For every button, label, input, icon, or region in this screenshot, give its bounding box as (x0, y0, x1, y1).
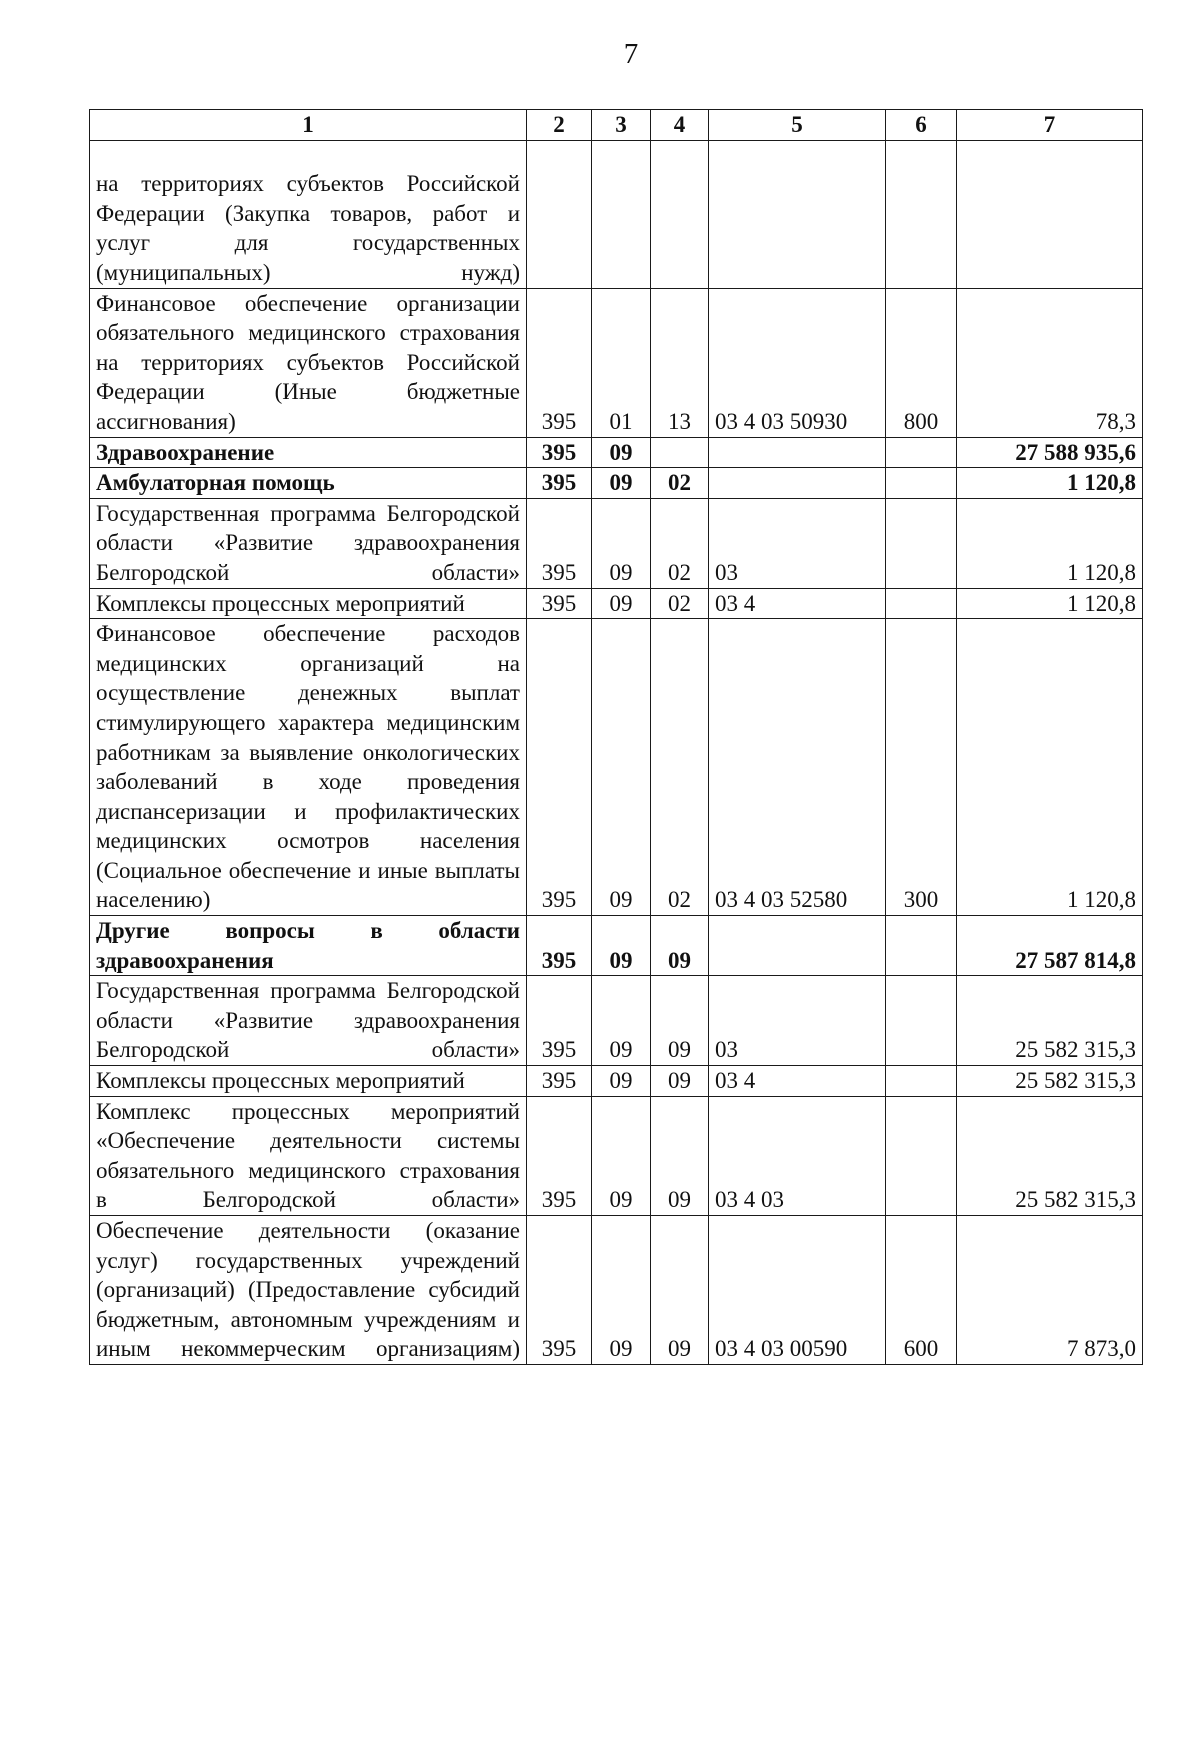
table-row (90, 498, 1143, 588)
row-cell: 09 (651, 1066, 709, 1097)
page-number: 7 (623, 38, 639, 70)
row-cell: 800 (886, 288, 957, 437)
table-row (90, 1216, 1143, 1365)
row-name: Комплекс процессных мероприятий «Обеспечение деятельности системы обязательного медицинского страхования в Белгородской области» (90, 1096, 527, 1215)
row-cell (527, 140, 592, 288)
row-cell: 09 (592, 619, 651, 916)
row-cell: 25 582 315,3 (957, 976, 1143, 1066)
row-cell: 09 (592, 1096, 651, 1215)
row-cell: 13 (651, 288, 709, 437)
row-cell: 27 588 935,6 (957, 437, 1143, 468)
row-cell: 395 (527, 588, 592, 619)
row-cell (886, 140, 957, 288)
row-cell: 395 (527, 619, 592, 916)
table-row (90, 916, 1143, 976)
row-cell: 395 (527, 288, 592, 437)
row-cell: 01 (592, 288, 651, 437)
table-row (90, 976, 1143, 1066)
header-col-4: 4 (651, 110, 709, 141)
row-cell: 09 (592, 1216, 651, 1365)
header-col-1: 1 (90, 110, 527, 141)
header-col-5: 5 (709, 110, 886, 141)
row-name: Финансовое обеспечение организации обязательного медицинского страхования на территориях субъектов Российской Федерации (Иные бюджетные ассигнования) (90, 288, 527, 437)
row-cell: 03 4 (709, 588, 886, 619)
table-row (90, 140, 1143, 288)
row-cell: 09 (651, 976, 709, 1066)
row-name: Здравоохранение (90, 437, 527, 468)
row-cell: 395 (527, 1066, 592, 1097)
row-cell: 300 (886, 619, 957, 916)
row-name: Амбулаторная помощь (90, 468, 527, 499)
row-cell: 78,3 (957, 288, 1143, 437)
header-col-7: 7 (957, 110, 1143, 141)
row-cell (651, 437, 709, 468)
row-cell (886, 1096, 957, 1215)
row-cell: 02 (651, 498, 709, 588)
row-cell: 25 582 315,3 (957, 1096, 1143, 1215)
row-cell: 395 (527, 498, 592, 588)
table-row (90, 437, 1143, 468)
row-cell: 03 (709, 976, 886, 1066)
row-cell: 395 (527, 437, 592, 468)
row-name: Обеспечение деятельности (оказание услуг) государственных учреждений (организаций) (Предоставление субсидий бюджетным, автономным учреждениям и иным некоммерческим организациям) (90, 1216, 527, 1365)
row-cell: 09 (592, 437, 651, 468)
row-cell (709, 140, 886, 288)
row-cell (957, 140, 1143, 288)
row-cell: 02 (651, 588, 709, 619)
row-cell: 03 (709, 498, 886, 588)
header-col-6: 6 (886, 110, 957, 141)
row-cell: 03 4 03 00590 (709, 1216, 886, 1365)
row-cell (709, 437, 886, 468)
budget-table (89, 109, 1143, 1365)
row-cell: 09 (592, 468, 651, 499)
row-cell (886, 1066, 957, 1097)
row-cell: 25 582 315,3 (957, 1066, 1143, 1097)
table-header-row (90, 110, 1143, 141)
row-cell (886, 976, 957, 1066)
row-cell (886, 498, 957, 588)
row-cell (592, 140, 651, 288)
row-cell: 600 (886, 1216, 957, 1365)
row-cell: 09 (592, 1066, 651, 1097)
row-cell: 395 (527, 916, 592, 976)
row-cell: 1 120,8 (957, 619, 1143, 916)
table-row (90, 468, 1143, 499)
row-cell: 09 (651, 1096, 709, 1215)
row-name: Комплексы процессных мероприятий (90, 588, 527, 619)
row-cell: 03 4 03 50930 (709, 288, 886, 437)
table-row (90, 1066, 1143, 1097)
row-cell: 09 (592, 588, 651, 619)
table-row (90, 588, 1143, 619)
row-cell: 03 4 03 52580 (709, 619, 886, 916)
header-col-2: 2 (527, 110, 592, 141)
row-cell: 02 (651, 619, 709, 916)
row-name: Финансовое обеспечение расходов медицинских организаций на осуществление денежных выплат стимулирующего характера медицинским работникам за выявление онкологических заболеваний в ходе проведения диспансеризации и профилактических медицинских осмотров населения (Социальное обеспечение и иные выплаты населению) (90, 619, 527, 916)
row-cell: 395 (527, 1096, 592, 1215)
row-cell: 27 587 814,8 (957, 916, 1143, 976)
row-cell: 09 (651, 916, 709, 976)
row-cell: 09 (592, 976, 651, 1066)
row-cell: 02 (651, 468, 709, 499)
table-row (90, 619, 1143, 916)
row-cell (709, 916, 886, 976)
row-cell: 1 120,8 (957, 588, 1143, 619)
row-name: Другие вопросы в области здравоохранения (90, 916, 527, 976)
row-cell: 1 120,8 (957, 468, 1143, 499)
header-col-3: 3 (592, 110, 651, 141)
row-cell (886, 916, 957, 976)
row-cell (886, 588, 957, 619)
row-cell: 03 4 03 (709, 1096, 886, 1215)
row-name: Комплексы процессных мероприятий (90, 1066, 527, 1097)
row-name: Государственная программа Белгородской области «Развитие здравоохранения Белгородской области» (90, 976, 527, 1066)
row-cell: 09 (651, 1216, 709, 1365)
row-cell: 395 (527, 468, 592, 499)
row-cell: 09 (592, 916, 651, 976)
row-cell (709, 468, 886, 499)
row-cell: 09 (592, 498, 651, 588)
row-cell: 395 (527, 976, 592, 1066)
row-cell (651, 140, 709, 288)
row-cell: 1 120,8 (957, 498, 1143, 588)
row-name: на территориях субъектов Российской Федерации (Закупка товаров, работ и услуг для государственных (муниципальных) нужд) (90, 140, 527, 288)
row-cell (886, 437, 957, 468)
table-row (90, 1096, 1143, 1215)
row-cell (886, 468, 957, 499)
row-cell: 03 4 (709, 1066, 886, 1097)
row-name: Государственная программа Белгородской области «Развитие здравоохранения Белгородской области» (90, 498, 527, 588)
row-cell: 7 873,0 (957, 1216, 1143, 1365)
table-row (90, 288, 1143, 437)
row-cell: 395 (527, 1216, 592, 1365)
